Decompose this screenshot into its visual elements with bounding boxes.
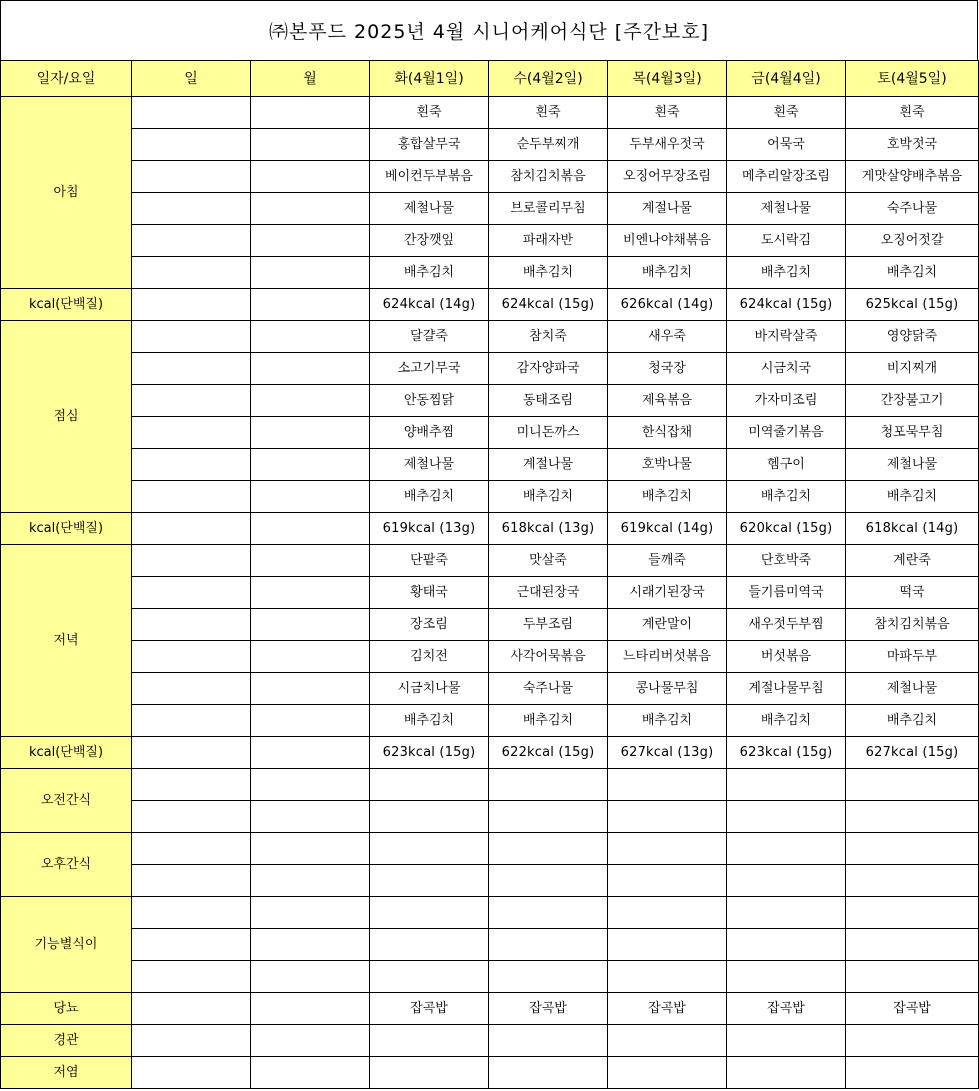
morning-snack-blank-cell <box>727 769 846 801</box>
functional-blank-cell <box>608 961 727 993</box>
diabetes-item: 잡곡밥 <box>846 993 979 1025</box>
menu-item: 계절나물 <box>608 193 727 225</box>
menu-item: 들깨죽 <box>608 545 727 577</box>
morning-snack-blank-cell <box>370 769 489 801</box>
kcal-value: 626kcal (14g) <box>608 289 727 321</box>
menu-item: 영양닭죽 <box>846 321 979 353</box>
lunch-blank-cell <box>132 385 251 417</box>
menu-item: 간장불고기 <box>846 385 979 417</box>
breakfast-kcal-row <box>1 289 979 321</box>
menu-item: 참치김치볶음 <box>846 609 979 641</box>
kcal-value: 625kcal (15g) <box>846 289 979 321</box>
menu-item: 메추리알장조림 <box>727 161 846 193</box>
diabetes-row <box>1 993 979 1025</box>
menu-item: 한식잡채 <box>608 417 727 449</box>
breakfast-blank-cell <box>251 161 370 193</box>
menu-item: 황태국 <box>370 577 489 609</box>
morning-snack-blank-cell <box>727 801 846 833</box>
functional-blank-cell <box>727 929 846 961</box>
lunch-blank-cell <box>132 417 251 449</box>
functional-blank-cell <box>846 897 979 929</box>
lunch-blank-cell <box>251 449 370 481</box>
morning-snack-blank-cell <box>370 801 489 833</box>
header-row <box>1 61 979 97</box>
breakfast-blank-cell <box>251 97 370 129</box>
lunch-blank-cell <box>251 353 370 385</box>
dinner-blank-cell <box>251 673 370 705</box>
functional-blank-cell <box>132 961 251 993</box>
menu-item: 배추김치 <box>846 705 979 737</box>
weekly-menu-table <box>0 60 979 1089</box>
lunch-kcal-row <box>1 513 979 545</box>
dinner-row <box>1 705 979 737</box>
menu-item: 호박젓국 <box>846 129 979 161</box>
menu-item: 안동찜닭 <box>370 385 489 417</box>
dinner-row <box>1 673 979 705</box>
functional-blank-cell <box>251 961 370 993</box>
kcal-value: 618kcal (14g) <box>846 513 979 545</box>
morning-snack-blank-cell <box>608 801 727 833</box>
kcal-value: 623kcal (15g) <box>370 737 489 769</box>
menu-item: 배추김치 <box>846 257 979 289</box>
menu-item: 근대된장국 <box>489 577 608 609</box>
dinner-kcal-blank-cell <box>132 737 251 769</box>
menu-item: 달걀죽 <box>370 321 489 353</box>
afternoon-snack-blank-cell <box>251 865 370 897</box>
breakfast-blank-cell <box>132 193 251 225</box>
column-header: 일자/요일 <box>1 61 132 97</box>
afternoon-snack-blank-cell <box>489 833 608 865</box>
menu-item: 시금치국 <box>727 353 846 385</box>
menu-item: 제육볶음 <box>608 385 727 417</box>
afternoon-snack-blank-cell <box>132 833 251 865</box>
dinner-blank-cell <box>132 641 251 673</box>
kcal-label: kcal(단백질) <box>1 289 132 321</box>
dinner-blank-cell <box>251 609 370 641</box>
dinner-blank-cell <box>251 545 370 577</box>
menu-item: 배추김치 <box>608 257 727 289</box>
lunch-row <box>1 321 979 353</box>
menu-item: 배추김치 <box>727 481 846 513</box>
menu-item: 오징어무장조림 <box>608 161 727 193</box>
lunch-blank-cell <box>132 481 251 513</box>
lunch-kcal-blank-cell <box>132 513 251 545</box>
kcal-value: 622kcal (15g) <box>489 737 608 769</box>
menu-item: 게맛살양배추볶음 <box>846 161 979 193</box>
menu-item: 떡국 <box>846 577 979 609</box>
menu-item: 계절나물 <box>489 449 608 481</box>
afternoon-snack-label: 오후간식 <box>1 833 132 897</box>
breakfast-row <box>1 97 979 129</box>
low-salt-blank-cell <box>727 1057 846 1089</box>
kcal-value: 624kcal (15g) <box>489 289 608 321</box>
morning-snack-blank-cell <box>132 769 251 801</box>
breakfast-blank-cell <box>251 257 370 289</box>
menu-item: 사각어묵볶음 <box>489 641 608 673</box>
menu-item: 소고기무국 <box>370 353 489 385</box>
morning-snack-row <box>1 801 979 833</box>
functional-blank-cell <box>608 929 727 961</box>
diabetes-label: 당뇨 <box>1 993 132 1025</box>
kcal-label: kcal(단백질) <box>1 513 132 545</box>
lunch-row <box>1 449 979 481</box>
lunch-row <box>1 481 979 513</box>
menu-item: 배추김치 <box>370 705 489 737</box>
morning-snack-blank-cell <box>251 769 370 801</box>
morning-snack-blank-cell <box>846 801 979 833</box>
menu-item: 배추김치 <box>370 481 489 513</box>
menu-item: 흰죽 <box>489 97 608 129</box>
afternoon-snack-row <box>1 865 979 897</box>
afternoon-snack-blank-cell <box>370 833 489 865</box>
lunch-blank-cell <box>251 321 370 353</box>
menu-item: 배추김치 <box>370 257 489 289</box>
menu-item: 제철나물 <box>727 193 846 225</box>
menu-item: 감자양파국 <box>489 353 608 385</box>
menu-item: 홍합살무국 <box>370 129 489 161</box>
menu-item: 배추김치 <box>489 705 608 737</box>
lunch-row <box>1 353 979 385</box>
column-header: 토(4월5일) <box>846 61 979 97</box>
morning-snack-blank-cell <box>608 769 727 801</box>
functional-blank-cell <box>846 961 979 993</box>
menu-item: 배추김치 <box>846 481 979 513</box>
low-salt-label: 저염 <box>1 1057 132 1089</box>
breakfast-blank-cell <box>132 257 251 289</box>
menu-item: 참치김치볶음 <box>489 161 608 193</box>
functional-blank-cell <box>608 897 727 929</box>
low-salt-blank-cell <box>132 1057 251 1089</box>
kcal-value: 624kcal (14g) <box>370 289 489 321</box>
diabetes-item: 잡곡밥 <box>608 993 727 1025</box>
menu-item: 느타리버섯볶음 <box>608 641 727 673</box>
menu-item: 흰죽 <box>846 97 979 129</box>
breakfast-kcal-blank-cell <box>251 289 370 321</box>
functional-blank-cell <box>370 897 489 929</box>
menu-item: 계절나물무침 <box>727 673 846 705</box>
dinner-row <box>1 545 979 577</box>
breakfast-row <box>1 225 979 257</box>
menu-item: 간장깻잎 <box>370 225 489 257</box>
tube-label: 경관 <box>1 1025 132 1057</box>
column-header: 화(4월1일) <box>370 61 489 97</box>
afternoon-snack-blank-cell <box>608 865 727 897</box>
dinner-row <box>1 609 979 641</box>
breakfast-blank-cell <box>132 225 251 257</box>
menu-item: 비엔나야채볶음 <box>608 225 727 257</box>
menu-item: 베이컨두부볶음 <box>370 161 489 193</box>
lunch-kcal-blank-cell <box>251 513 370 545</box>
tube-row <box>1 1025 979 1057</box>
lunch-blank-cell <box>132 353 251 385</box>
lunch-blank-cell <box>132 321 251 353</box>
menu-item: 단호박죽 <box>727 545 846 577</box>
menu-item: 새우죽 <box>608 321 727 353</box>
tube-blank-cell <box>370 1025 489 1057</box>
kcal-value: 620kcal (15g) <box>727 513 846 545</box>
menu-item: 두부새우젓국 <box>608 129 727 161</box>
diabetes-blank-cell <box>251 993 370 1025</box>
kcal-value: 618kcal (13g) <box>489 513 608 545</box>
lunch-row <box>1 417 979 449</box>
dinner-blank-cell <box>132 673 251 705</box>
afternoon-snack-blank-cell <box>846 833 979 865</box>
menu-item: 참치죽 <box>489 321 608 353</box>
diabetes-item: 잡곡밥 <box>370 993 489 1025</box>
menu-item: 헴구이 <box>727 449 846 481</box>
menu-item: 제철나물 <box>846 673 979 705</box>
breakfast-blank-cell <box>132 129 251 161</box>
dinner-kcal-row <box>1 737 979 769</box>
menu-item: 배추김치 <box>727 705 846 737</box>
kcal-value: 619kcal (14g) <box>608 513 727 545</box>
menu-item: 순두부찌개 <box>489 129 608 161</box>
menu-item: 오징어젓갈 <box>846 225 979 257</box>
menu-item: 단팥죽 <box>370 545 489 577</box>
low-salt-blank-cell <box>370 1057 489 1089</box>
breakfast-blank-cell <box>251 129 370 161</box>
breakfast-row <box>1 161 979 193</box>
column-header: 금(4월4일) <box>727 61 846 97</box>
menu-item: 배추김치 <box>608 481 727 513</box>
menu-item: 브로콜리무침 <box>489 193 608 225</box>
lunch-row <box>1 385 979 417</box>
lunch-blank-cell <box>251 481 370 513</box>
afternoon-snack-blank-cell <box>251 833 370 865</box>
menu-item: 흰죽 <box>370 97 489 129</box>
menu-item: 새우젓두부찜 <box>727 609 846 641</box>
breakfast-row <box>1 129 979 161</box>
kcal-label: kcal(단백질) <box>1 737 132 769</box>
functional-blank-cell <box>370 929 489 961</box>
morning-snack-blank-cell <box>489 801 608 833</box>
menu-item: 제철나물 <box>846 449 979 481</box>
column-header: 월 <box>251 61 370 97</box>
functional-blank-cell <box>132 897 251 929</box>
functional-blank-cell <box>132 929 251 961</box>
low-salt-blank-cell <box>608 1057 727 1089</box>
morning-snack-row <box>1 769 979 801</box>
dinner-row <box>1 577 979 609</box>
breakfast-blank-cell <box>251 225 370 257</box>
morning-snack-blank-cell <box>489 769 608 801</box>
menu-item: 미니돈까스 <box>489 417 608 449</box>
functional-label: 기능별식이 <box>1 897 132 993</box>
afternoon-snack-blank-cell <box>608 833 727 865</box>
column-header: 수(4월2일) <box>489 61 608 97</box>
functional-blank-cell <box>727 897 846 929</box>
dinner-blank-cell <box>251 577 370 609</box>
lunch-label: 점심 <box>1 321 132 513</box>
breakfast-kcal-blank-cell <box>132 289 251 321</box>
kcal-value: 627kcal (13g) <box>608 737 727 769</box>
functional-blank-cell <box>727 961 846 993</box>
menu-item: 배추김치 <box>727 257 846 289</box>
dinner-kcal-blank-cell <box>251 737 370 769</box>
morning-snack-blank-cell <box>251 801 370 833</box>
menu-item: 도시락김 <box>727 225 846 257</box>
kcal-value: 624kcal (15g) <box>727 289 846 321</box>
tube-blank-cell <box>251 1025 370 1057</box>
breakfast-row <box>1 193 979 225</box>
functional-blank-cell <box>489 929 608 961</box>
functional-row <box>1 929 979 961</box>
dinner-row <box>1 641 979 673</box>
menu-item: 시래기된장국 <box>608 577 727 609</box>
menu-item: 마파두부 <box>846 641 979 673</box>
dinner-blank-cell <box>132 577 251 609</box>
dinner-label: 저녁 <box>1 545 132 737</box>
low-salt-blank-cell <box>846 1057 979 1089</box>
dinner-blank-cell <box>251 641 370 673</box>
morning-snack-blank-cell <box>132 801 251 833</box>
diabetes-item: 잡곡밥 <box>489 993 608 1025</box>
tube-blank-cell <box>846 1025 979 1057</box>
functional-blank-cell <box>370 961 489 993</box>
tube-blank-cell <box>489 1025 608 1057</box>
menu-item: 콩나물무침 <box>608 673 727 705</box>
menu-item: 계란죽 <box>846 545 979 577</box>
afternoon-snack-blank-cell <box>370 865 489 897</box>
functional-blank-cell <box>251 929 370 961</box>
menu-item: 제철나물 <box>370 193 489 225</box>
menu-item: 시금치나물 <box>370 673 489 705</box>
tube-blank-cell <box>608 1025 727 1057</box>
menu-item: 동태조림 <box>489 385 608 417</box>
dinner-blank-cell <box>132 609 251 641</box>
afternoon-snack-blank-cell <box>727 865 846 897</box>
breakfast-blank-cell <box>132 161 251 193</box>
breakfast-blank-cell <box>251 193 370 225</box>
kcal-value: 619kcal (13g) <box>370 513 489 545</box>
functional-blank-cell <box>489 961 608 993</box>
low-salt-blank-cell <box>489 1057 608 1089</box>
dinner-blank-cell <box>132 545 251 577</box>
menu-item: 호박나물 <box>608 449 727 481</box>
column-header: 일 <box>132 61 251 97</box>
menu-item: 김치전 <box>370 641 489 673</box>
afternoon-snack-blank-cell <box>489 865 608 897</box>
menu-item: 청국장 <box>608 353 727 385</box>
breakfast-label: 아침 <box>1 97 132 289</box>
dinner-blank-cell <box>132 705 251 737</box>
afternoon-snack-blank-cell <box>132 865 251 897</box>
menu-item: 들기름미역국 <box>727 577 846 609</box>
column-header: 목(4월3일) <box>608 61 727 97</box>
lunch-blank-cell <box>251 385 370 417</box>
menu-item: 파래자반 <box>489 225 608 257</box>
menu-table-body <box>1 61 979 1089</box>
menu-item: 두부조림 <box>489 609 608 641</box>
functional-blank-cell <box>251 897 370 929</box>
kcal-value: 623kcal (15g) <box>727 737 846 769</box>
menu-item: 흰죽 <box>727 97 846 129</box>
kcal-value: 627kcal (15g) <box>846 737 979 769</box>
menu-item: 비지찌개 <box>846 353 979 385</box>
menu-item: 흰죽 <box>608 97 727 129</box>
diabetes-blank-cell <box>132 993 251 1025</box>
functional-blank-cell <box>846 929 979 961</box>
menu-item: 맛살죽 <box>489 545 608 577</box>
morning-snack-blank-cell <box>846 769 979 801</box>
menu-item: 가자미조림 <box>727 385 846 417</box>
menu-item: 숙주나물 <box>846 193 979 225</box>
morning-snack-label: 오전간식 <box>1 769 132 833</box>
menu-item: 숙주나물 <box>489 673 608 705</box>
menu-item: 어묵국 <box>727 129 846 161</box>
menu-item: 청포묵무침 <box>846 417 979 449</box>
menu-item: 배추김치 <box>489 481 608 513</box>
dinner-blank-cell <box>251 705 370 737</box>
functional-row <box>1 897 979 929</box>
functional-row <box>1 961 979 993</box>
low-salt-blank-cell <box>251 1057 370 1089</box>
tube-blank-cell <box>727 1025 846 1057</box>
lunch-blank-cell <box>132 449 251 481</box>
tube-blank-cell <box>132 1025 251 1057</box>
menu-item: 배추김치 <box>489 257 608 289</box>
page-title: ㈜본푸드 2025년 4월 시니어케어식단 [주간보호] <box>0 0 978 60</box>
menu-item: 양배추찜 <box>370 417 489 449</box>
afternoon-snack-blank-cell <box>846 865 979 897</box>
menu-item: 버섯볶음 <box>727 641 846 673</box>
low-salt-row <box>1 1057 979 1089</box>
menu-item: 미역줄기볶음 <box>727 417 846 449</box>
lunch-blank-cell <box>251 417 370 449</box>
menu-item: 배추김치 <box>608 705 727 737</box>
breakfast-blank-cell <box>132 97 251 129</box>
diabetes-item: 잡곡밥 <box>727 993 846 1025</box>
functional-blank-cell <box>489 897 608 929</box>
afternoon-snack-blank-cell <box>727 833 846 865</box>
menu-item: 장조림 <box>370 609 489 641</box>
menu-item: 제철나물 <box>370 449 489 481</box>
menu-item: 바지락살죽 <box>727 321 846 353</box>
afternoon-snack-row <box>1 833 979 865</box>
menu-item: 계란말이 <box>608 609 727 641</box>
breakfast-row <box>1 257 979 289</box>
